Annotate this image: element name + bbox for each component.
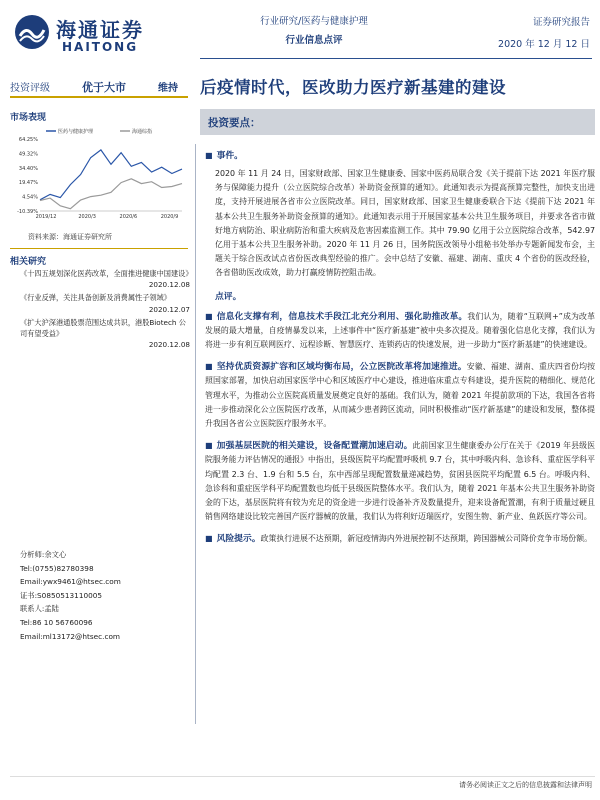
related-item[interactable]: [20, 317, 190, 351]
footer-disclaimer: 请务必阅读正文之后的信息披露和法律声明: [459, 781, 592, 789]
performance-line-chart: [10, 125, 188, 225]
contact-email[interactable]: Email:ml13172@htsec.com: [20, 631, 121, 641]
x-tick-label: 2020/6: [119, 214, 138, 220]
related-item[interactable]: [20, 268, 193, 290]
report-type: 证券研究报告: [532, 17, 590, 28]
bullet-icon: ■: [205, 534, 213, 544]
analyst-email[interactable]: Email:ywx9461@htsec.com: [20, 577, 121, 587]
event-section: [205, 148, 595, 161]
subtype-text: 行业信息点评: [285, 35, 343, 46]
rating-action: 维持: [158, 83, 178, 94]
bullet-icon: ■: [205, 441, 213, 451]
related-item-date: 2020.12.08: [148, 340, 190, 350]
chart-source: 资料来源：海通证券研究所: [28, 233, 112, 241]
bullet-icon: ■: [205, 362, 213, 372]
header-category: [224, 12, 404, 50]
bullet-heading: 风险提示。: [216, 534, 261, 545]
bullet-item: [205, 439, 595, 524]
related-item-date: 2020.12.08: [148, 280, 190, 290]
related-item-title[interactable]: 《扩大沪深港通股票范围达成共识，港股Biotech 公司有望受益》: [20, 317, 186, 339]
header-right: [478, 12, 590, 56]
haitong-logo: [12, 8, 162, 60]
x-tick-label: 2020/3: [78, 214, 96, 220]
contact-name: 联系人:孟陆: [20, 604, 59, 614]
key-points-heading: 投资要点：: [208, 117, 261, 129]
analyst-contacts: [20, 548, 190, 643]
legend-label-b: 海通综指: [132, 129, 153, 135]
x-tick-label: 2020/9: [160, 214, 179, 220]
series-line-1: [40, 179, 182, 209]
y-tick-label: 4.54%: [22, 194, 38, 201]
column-divider: [195, 144, 196, 724]
left-divider: [10, 248, 188, 249]
analyst-tel: Tel:(0755)82780398: [20, 563, 94, 573]
bullet-body: 此前国家卫生健康委办公厅在关于《2019 年县级医院服务能力评估情况的通报》中指出，县级医院平均配置呼吸机 9.7 台，其中呼吸内科、急诊科、重症医学科平均配置 2.3 台、1.9 台和 5.5 台，东中西部呈现配置数量递减趋势，贫困县医院平均配置 6.5 台。呼吸内科、急诊科和重症医学科平均配置数也均低于县级医院整体水平。我们认为，随着 2021 年基本公共卫生服务补助资金的下达，基层医院将有较为充足的资金进一步进行设备补齐及数量提升，迎来设备配置潮，有利于质量过硬且销售网络建设比较完善国产医疗器械的放量，我们认为将利好迈瑞医疗，安图生物、新产业、鱼跃医疗等公司。: [205, 441, 595, 522]
related-item-title[interactable]: 《行业反弹，关注具备创新及消费属性子领域》: [20, 293, 171, 303]
report-date: 2020 年 12 月 12 日: [498, 39, 590, 50]
analyst-name: 分析师:余文心: [20, 550, 67, 559]
bullet-body: 政策执行进展不达预期，新冠疫情海内外进展控制不达预期，跨国器械公司降价竞争市场份额。: [260, 534, 592, 544]
market-heading: 市场表现: [10, 113, 47, 123]
logo-cn-text: 海通证券: [56, 18, 144, 42]
rating-label: 投资评级: [10, 83, 50, 94]
related-list: [20, 268, 193, 352]
bullet-body: 安徽、福建、湖南、重庆四省份均按照国家部署，加快启动国家医学中心和区域医疗中心建设，推进临床重点专科建设，提升医院的精细化、规范化管理水平，为推动公立医院高质量发展奠定良好的基础。我们认为，随着 2021 年提前款项的下达，我国各省将进一步推动深化公立医院医疗改革，从而减少患者跨区流动，同时积极推动“医疗新基建”的建设和发展，整体提升我国各省公立医院医疗服务水平。: [205, 362, 595, 429]
related-heading: 相关研究: [10, 257, 47, 267]
category-text: 行业研究/医药与健康护理: [260, 16, 368, 27]
investment-rating: [10, 78, 188, 98]
bullet-icon: ■: [205, 151, 213, 160]
related-item[interactable]: [20, 292, 190, 314]
report-title: 后疫情时代，医改助力医疗新基建的建设: [200, 78, 506, 97]
related-item-date: 2020.12.07: [148, 304, 190, 314]
y-tick-label: 49.32%: [18, 151, 38, 158]
event-body: 2020 年 11 月 24 日，国家财政部、国家卫生健康委、国家中医药局联合发《关于提前下达 2021 年医疗服务与保障能力提升（公立医院综合改革）补助资金预算的通知》。此通知表示为提高预算完整性，加快支出进度，支持开展进展各省市公立医院改革。同日，国家财政部、国家卫生健康委联合下达《提前下达 2021 年基本公共卫生服务补助资金预算的通知》。此通知表示用于开展国家基本公共卫生服务项目，并要求各省市做好地方病防治、职业病防治和重大疾病及危害因素监测工作。其中 79.90 亿用于公立医院综合改革，542.97 亿用于基本公共卫生服务补助。2020 年 11 月 26 日，国务院医改领导小组秘书处举办专题新闻发布会，主题关于综合医改试点省份医改典型经验的推广。会中总结了安徽、福建、湖南、重庆 4 个省份的医改经验，各省借助医改成效，助力打赢疫情防控阻击战。: [215, 169, 595, 278]
y-tick-label: 64.25%: [18, 137, 38, 143]
footer-divider: [10, 776, 595, 777]
bullet-item: [205, 532, 595, 546]
logo-en-text: HAITONG: [62, 40, 139, 54]
key-points-bar: [200, 109, 595, 135]
bullet-item: [205, 310, 595, 353]
comment-label: 点评。: [215, 291, 242, 302]
bullet-heading: 坚持优质资源扩容和区域均衡布局，公立医院改革将加速推进。: [216, 362, 467, 373]
bullet-icon: ■: [205, 311, 213, 321]
bullet-heading: 加强基层医院的相关建设，设备配置潮加速启动。: [216, 441, 413, 452]
y-tick-label: 19.47%: [18, 180, 38, 187]
report-body: [205, 148, 595, 547]
y-tick-label: -10.39%: [17, 209, 38, 215]
legend-label-a: 医药与健康护理: [58, 129, 94, 135]
header-divider: [200, 58, 592, 59]
bullet-item: [205, 360, 595, 431]
x-tick-label: 2019/12: [35, 214, 57, 220]
y-tick-label: 34.40%: [18, 165, 38, 172]
bullet-heading: 信息化支撑有利，信息技术手段江北充分利用、强化助推改革。: [216, 311, 468, 322]
market-chart: [10, 125, 188, 275]
related-item-title[interactable]: 《十四五规划深化医药改革，全面推进健康中国建设》: [20, 269, 193, 278]
event-label: 事件。: [216, 151, 243, 161]
rating-value: 优于大市: [82, 81, 126, 94]
analyst-cert: 证书:S0850513110005: [20, 590, 103, 600]
bullet-body: 我们认为，随着“互联网+”成为改革发展的最大增量，自疫情暴发以来，上述事件中“医疗新基建”被中央多次提及。随着强化信息化支撑，我们认为将进一步有利互联网医疗、远程诊断、智慧医疗、连锁药店的快速发展，进一步助力“医疗新基建”的快速建设。: [205, 311, 595, 350]
contact-tel: Tel:86 10 56760096: [20, 617, 93, 627]
